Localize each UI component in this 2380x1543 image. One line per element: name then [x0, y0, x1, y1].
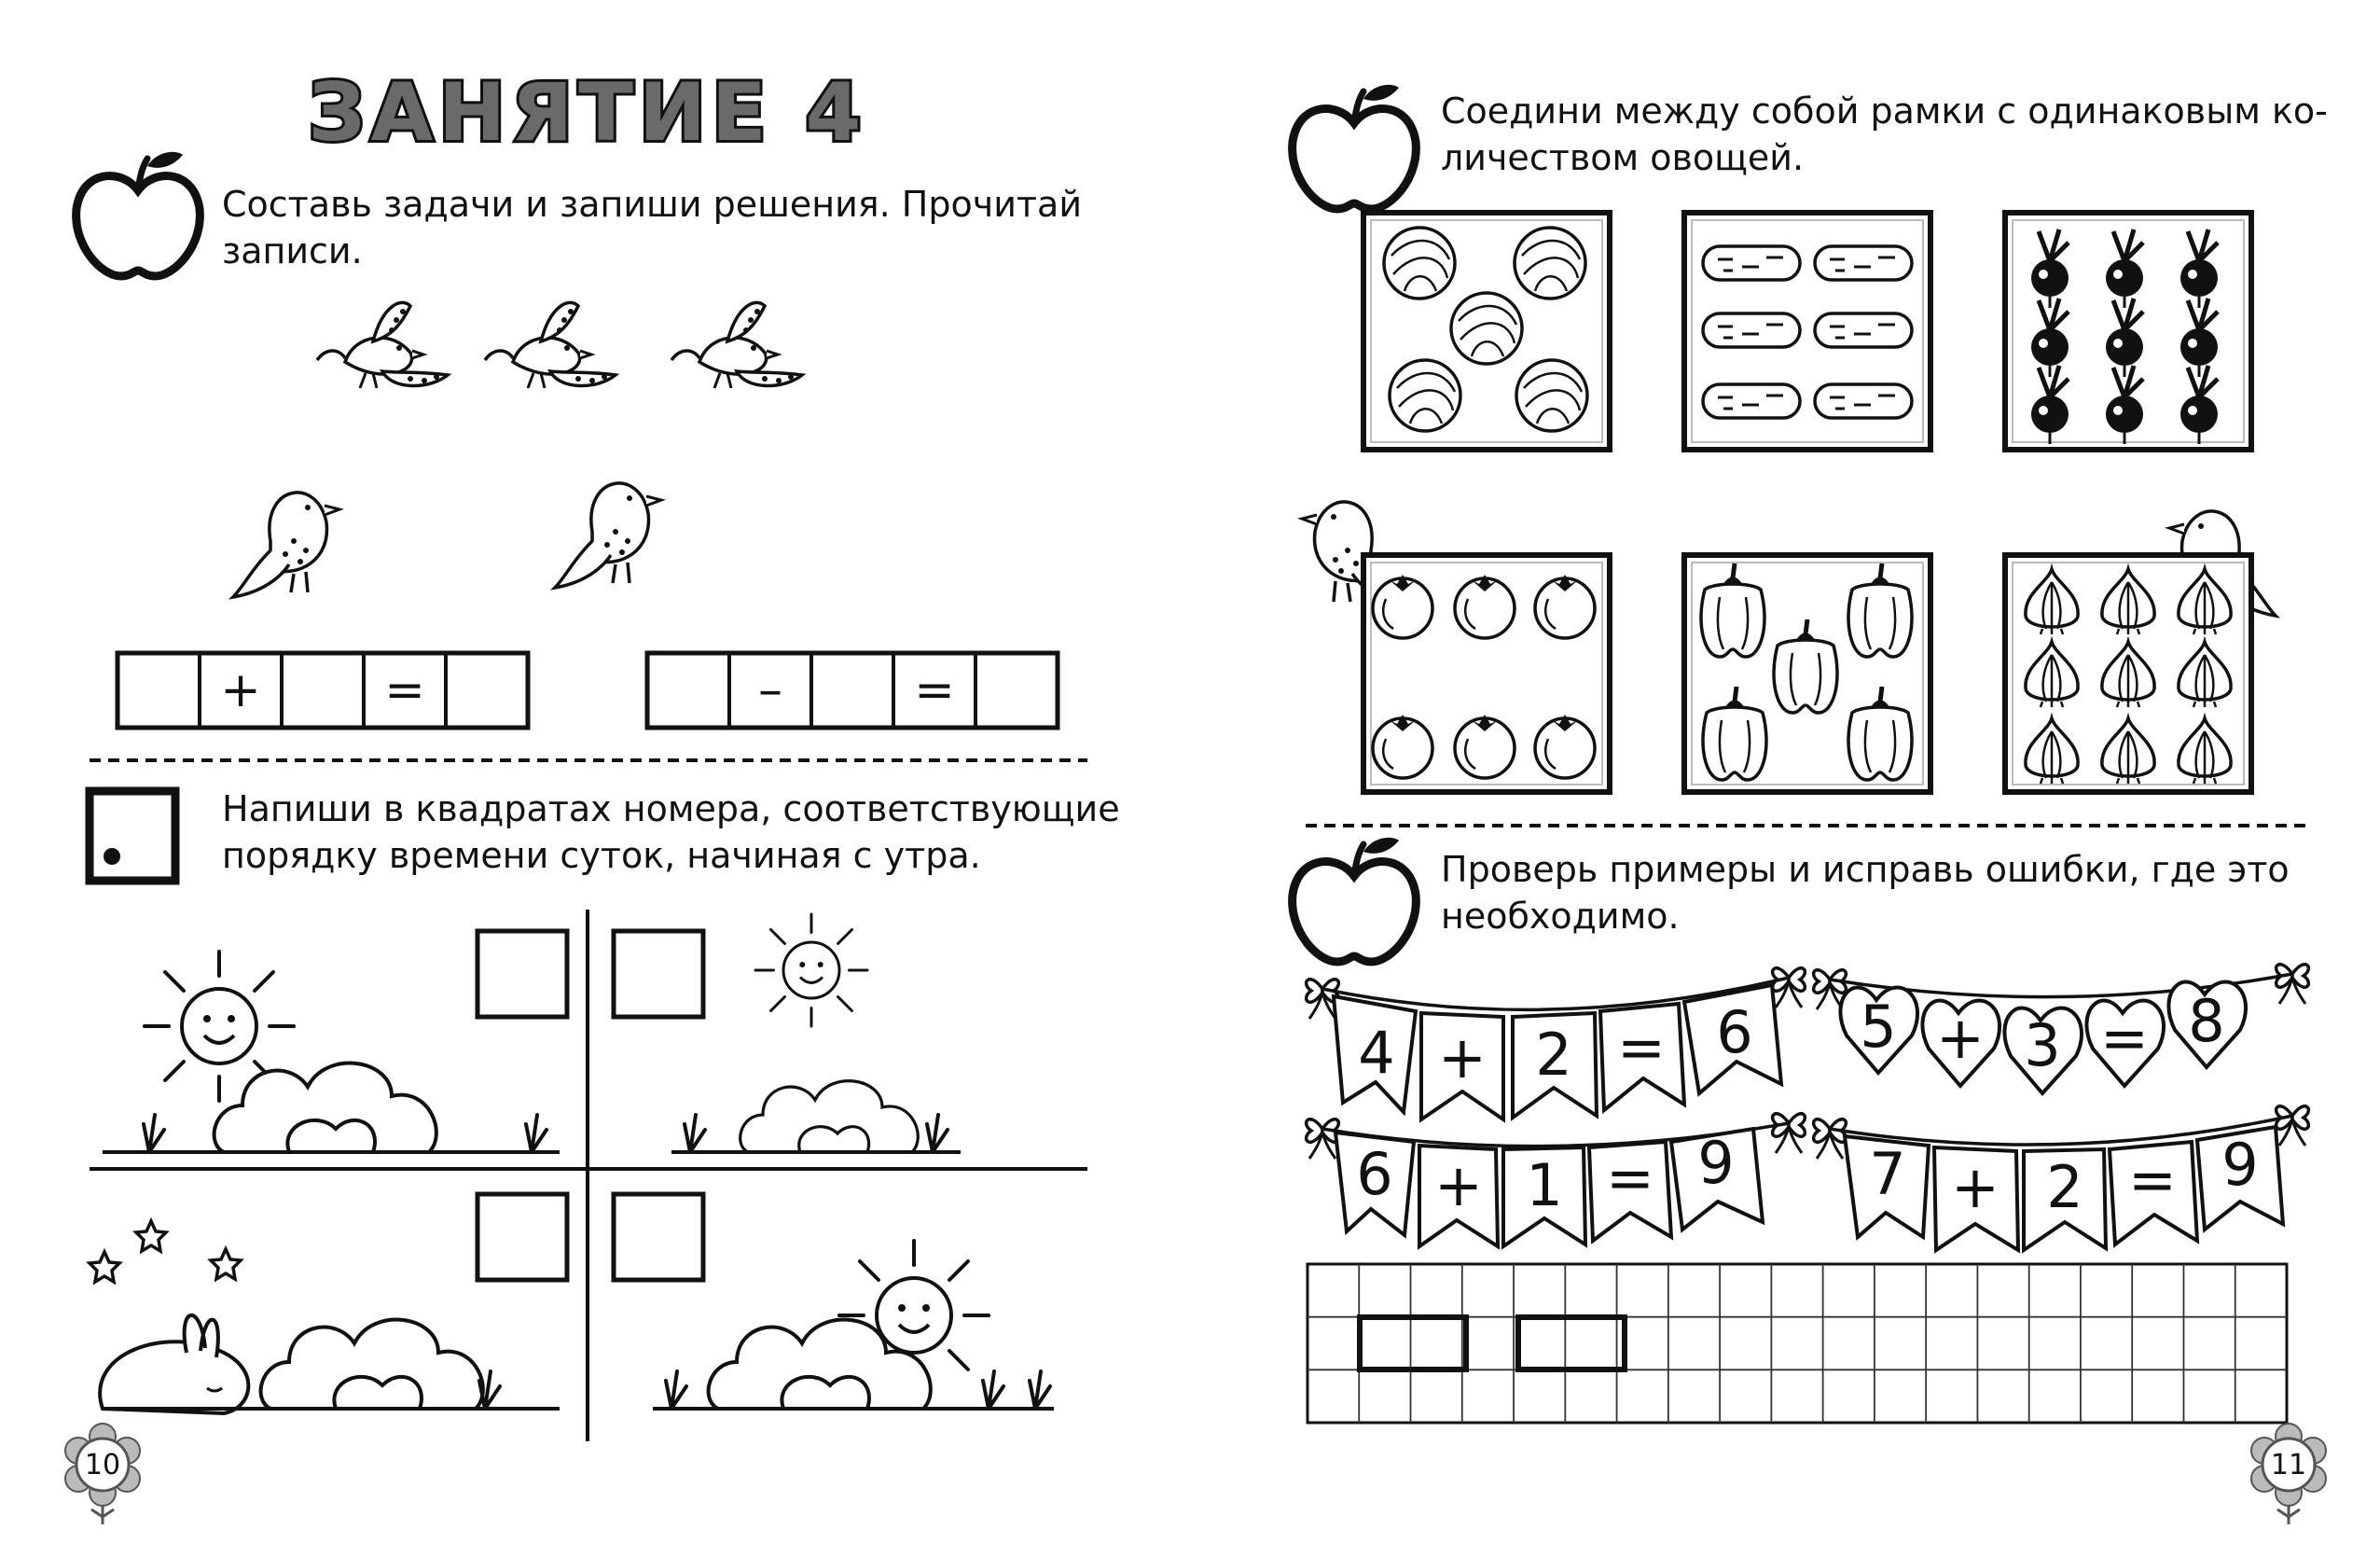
banner-digit: 5: [1860, 993, 1897, 1061]
garland-flags-3: [1814, 1106, 2309, 1250]
banner-digit: 9: [1697, 1129, 1735, 1197]
page-number-left: 10: [84, 1449, 121, 1481]
banner-sign: +: [1434, 1151, 1483, 1219]
frame-beet[interactable]: [2005, 213, 2251, 450]
frame-cabbage[interactable]: [1363, 213, 1610, 450]
frame-cucumber[interactable]: [1684, 213, 1930, 450]
frame-pepper[interactable]: [1684, 555, 1930, 792]
banner-sign: =: [1617, 1013, 1666, 1081]
equals-sign: =: [384, 662, 425, 718]
answer-box[interactable]: [979, 657, 1054, 724]
order-box-3[interactable]: [477, 1194, 567, 1280]
task4-line2: необходимо.: [1441, 896, 1680, 937]
apple-icon: [76, 152, 201, 276]
order-box-2[interactable]: [614, 931, 703, 1017]
order-box-4[interactable]: [614, 1194, 703, 1280]
equals-sign: =: [914, 662, 955, 718]
banner-digit: 4: [1358, 1019, 1395, 1087]
task1-line1: Составь задачи и запиши решения. Прочитай: [222, 184, 1083, 225]
dice-icon: [90, 791, 175, 881]
answer-box[interactable]: [651, 657, 726, 724]
banner-sign: +: [1438, 1023, 1487, 1091]
bush-icon: [242, 1320, 504, 1409]
star-icon: [90, 1252, 119, 1282]
banner-sign: +: [1936, 1004, 1985, 1072]
scene-day: [671, 914, 961, 1152]
bunny-icon: [100, 1315, 248, 1413]
plus-sign: +: [220, 662, 261, 718]
task4-line1: Проверь примеры и исправь ошибки, где это: [1441, 849, 2290, 890]
banner-sign: =: [1606, 1144, 1654, 1212]
garland-flags-2: [1307, 1114, 1806, 1246]
task1-line2: записи.: [222, 230, 363, 271]
apple-icon: [1293, 85, 1417, 209]
answer-box[interactable]: [815, 657, 890, 724]
banner-sign: =: [2100, 1004, 2149, 1072]
banner-digit: 8: [2188, 987, 2225, 1055]
frame-tomato[interactable]: [1363, 555, 1610, 792]
answer-grid[interactable]: [1308, 1264, 2287, 1423]
star-icon: [136, 1221, 166, 1251]
answer-box[interactable]: [450, 657, 524, 724]
scene-sunset: [653, 1241, 1054, 1409]
banner-digit: 2: [1535, 1021, 1572, 1089]
star-icon: [211, 1249, 241, 1279]
minus-sign: –: [758, 662, 782, 718]
page-number-right: 11: [2270, 1449, 2307, 1481]
banner-sign: +: [1951, 1153, 1999, 1221]
task3-line2: личеством овощей.: [1441, 137, 1805, 178]
task3-line1: Соедини между собой рамки с одинаковым ко-: [1441, 90, 2328, 132]
banner-digit: 2: [2046, 1153, 2083, 1221]
order-box-1[interactable]: [477, 931, 567, 1017]
banner-digit: 1: [1526, 1151, 1563, 1219]
bush-icon: [196, 1063, 457, 1152]
banner-sign: =: [2128, 1146, 2177, 1214]
apple-icon: [1293, 838, 1417, 962]
answer-box[interactable]: [121, 657, 196, 724]
frame-garlic[interactable]: [2005, 555, 2251, 792]
banner-digit: 3: [2024, 1011, 2061, 1079]
equation-plus: [118, 653, 528, 728]
banner-digit: 9: [2221, 1131, 2259, 1199]
garland-hearts: [1814, 965, 2309, 1093]
bird-icon: [317, 302, 802, 388]
sun-icon: [755, 914, 867, 1026]
task2-line2: порядку времени суток, начиная с утра.: [222, 835, 981, 876]
equation-minus: [647, 653, 1058, 728]
task2-line1: Напиши в квадратах номера, соответствующие: [222, 788, 1120, 829]
answer-box[interactable]: [285, 657, 360, 724]
banner-digit: 6: [1356, 1140, 1393, 1208]
banner-digit: 7: [1869, 1140, 1906, 1208]
garland-flags-1: [1307, 968, 1806, 1119]
lesson-title: ЗАНЯТИЕ 4: [308, 66, 867, 160]
banner-digit: 6: [1716, 998, 1753, 1066]
bush-icon: [726, 1081, 934, 1152]
